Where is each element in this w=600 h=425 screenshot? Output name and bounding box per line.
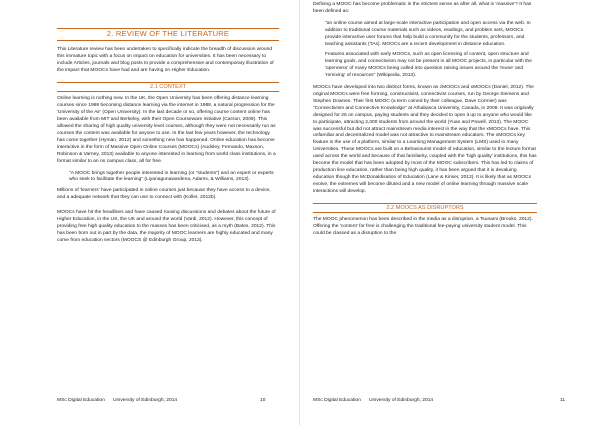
footer-left: MSc Digital Education University of Edinburgh, 2014 <box>57 398 178 403</box>
intro-paragraph: This Literature review has been undertaken to specifically indicate the breadth of discussion around this immature topic with a focus on impact on education for universities. It has been necessary to include Articles, journals and blog posts to provide a comprehensive and contemporary illustration of the impact that MOOCs have had and are having on Higher Education. <box>57 46 274 73</box>
context-paragraph-3: MOOCs have hit the headlines and have caused rousing discussions and debates about the future of Higher Education, in the US, the UK and around the world (Vardi, 2012). However, this concept of providing free high quality education to the masses has been criticised, as a myth (Bates, 2012). This has been born out in part by the data, the majority of MOOC learners are highly educated and many come from education sectors (MOOCS @ Edinburgh Group, 2013). <box>57 210 276 243</box>
section-heading-disruptors: 2.2 MOOCS AS DISRUPTORS <box>313 203 537 214</box>
section-heading-context: 2.1 CONTEXT <box>57 82 279 93</box>
footer-right: MSc Digital Education University of Edinburgh, 2014 <box>313 398 434 403</box>
right-page-body <box>313 2 537 243</box>
mooc-definition-quote: "A MOOC brings together people interested in learning (or "students") and an expert or experts who seek to facilitate the learning" (Liyanagunawardena, Adams, & Williams, 2013). <box>69 170 274 183</box>
right-page <box>300 0 600 425</box>
disruptors-paragraph: The MOOC phenomenon has been described in the media as a disruption, a Tsunami (Brooks, 2012). Offering the 'content' for free is challenging the traditional fee-paying university student model. This could be classed as a disruption to the <box>313 217 533 237</box>
defining-mooc-paragraph: Defining a MOOC has become problematic in the strictest sense as after all, what is 'massive'? It has been defined as: <box>313 2 532 14</box>
context-paragraph-1: Online learning is nothing new. In the UK, the Open University has been offering distance learning courses since 1969 becoming distance learning via the internet in 1988, a natural progression for the 'University of the Air' (Open University). In the last decade or so, offering course content online has been available from MIT and Berkeley, with their Open Courseware initiative (Carson, 2009). This allowed the sharing of high quality university level courses, although they were not necessarily run as courses the content was available for anyone to use. In the last few years however, the technology has come together (Hyman, 2012) and something new has happened. Online education has become interactive in the form of Massive Open Online Courses (MOOCs) (Audsley, Fernando, Maxson, Robinson & Varney, 2013) available to anyone interested in learning from world class institutions, in a format similar to an on campus class, all for free. <box>57 96 276 164</box>
left-page-body <box>57 0 279 250</box>
blockquote-part-1: "an online course aimed at large-scale interactive participation and open access via the web. In addition to traditional course materials such as videos, readings, and problem sets, MOOCs provide interactive user forums that help build a community for the students, professors, and teaching assistants (TAs). MOOCs are a recent development in distance education. <box>325 20 531 47</box>
blockquote-part-2: Features associated with early MOOCs, such as open licensing of content, open structure and learning goals, and connectivism may not be present in all MOOC projects, in particular with the 'openness' of many MOOCs being called into question raising issues around the 'reuse' and 'remixing' of resources" (Wikipedia, 2013). <box>325 52 532 79</box>
wikipedia-blockquote <box>325 21 537 80</box>
page-number-right: 11 <box>560 398 566 403</box>
mooc-forms-paragraph: MOOCs have developed into two distinct forms, known as cMOOCs and xMOOCs (Daniel, 2012). The original MOOCs were free forming, constructivist, connectivist courses, run by George Siemens and Stephen Downes. Their first MOOC (a term coined by their colleague, Dave Cormier) was "Connectivism and Connective Knowledge" at Athabasca University, Canada, in 2008. It was originally designed for 25 on campus, paying students and they decided to open it up to anyone who would like to participate, attracting 2,300 students from around the world (Yuan and Powell, 2013). The MOOC was successful but did not attract mainstream media interest in the way that the xMOOCs have. This unfamiliar and decentralized model was not attractive to mainstream educators. The xMOOCs key feature is the use of a platform, similar to a Learning Management System (LMS) used in many Universities. These MOOCs are built on a Behaviourist model of education, similar to the lecture format used across the world and because of that familiarity, coupled with the 'high quality' institutions, this has become the model that has been adopted by most of the MOOC subscribers. This has led to claims of production line education, rather than being high quality, it has been argued that it is devaluing education though the McDonaldisation of Education (Lane & Kinser, 2012). It is likely that as MOOCs evolve, the extremes will become diluted and a new model of online learning through massive scale interactions will develop. <box>313 85 537 194</box>
page-number-left: 10 <box>260 398 266 403</box>
context-paragraph-2: Millions of 'learners' have participated in online courses just because they have access to a device, and a adequate network that they can use to connect with (Koller, 2012b). <box>57 188 271 201</box>
chapter-heading: 2. REVIEW OF THE LITERATURE <box>57 28 279 41</box>
